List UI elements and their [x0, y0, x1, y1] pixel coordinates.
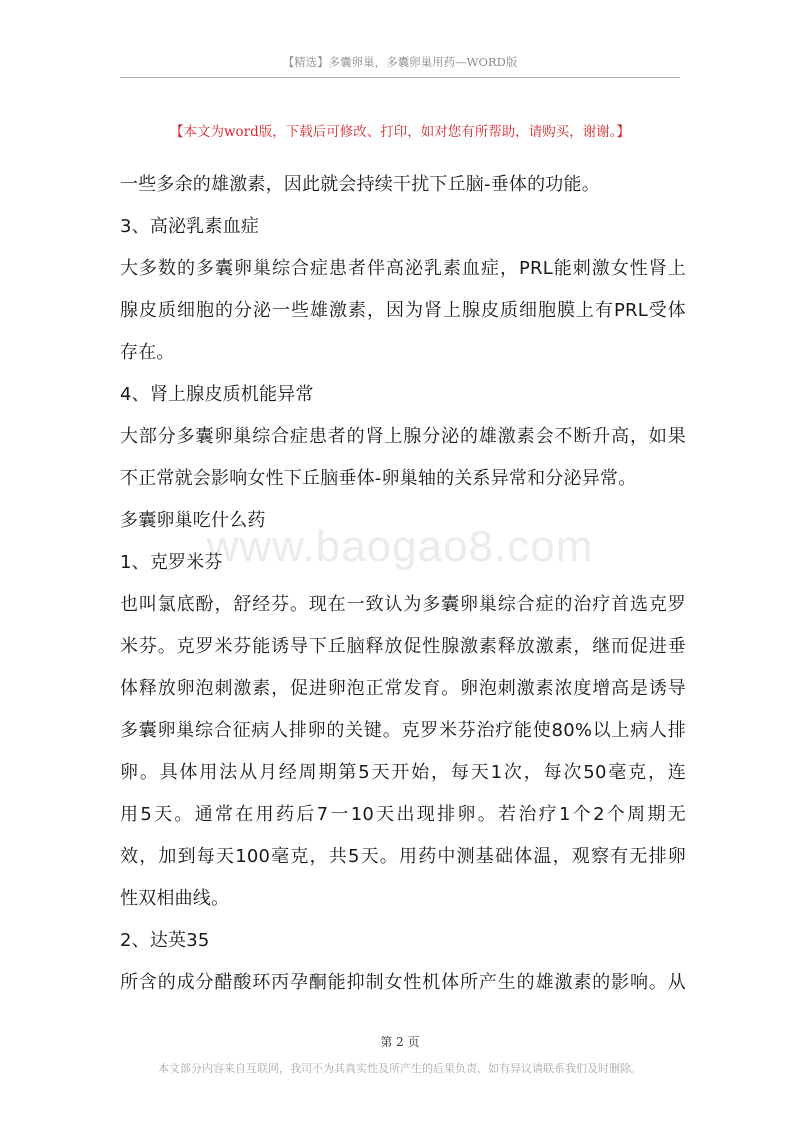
- section-heading: 4、肾上腺皮质机能异常: [120, 384, 314, 405]
- page-header: 【精选】多囊卵巢，多囊卵巢用药—WORD版: [282, 55, 518, 69]
- section-heading: 1、克罗米芬: [120, 552, 223, 573]
- body-line: 米芬。克罗米芬能诱导下丘脑释放促性腺激素释放激素，继而促进垂: [120, 636, 686, 657]
- section-heading: 多囊卵巢吃什么药: [120, 510, 266, 531]
- body-line: 一些多余的雄激素，因此就会持续干扰下丘脑-垂体的功能。: [120, 174, 600, 195]
- body-line: 用5天。通常在用药后7一10天出现排卵。若治疗1个2个周期无: [120, 804, 686, 825]
- page-number: 第 2 页: [380, 1035, 420, 1049]
- body-line: 大多数的多囊卵巢综合症患者伴高泌乳素血症，PRL能刺激女性肾上: [120, 258, 686, 279]
- download-notice: 【本文为word版，下载后可修改、打印，如对您有所帮助，请购买，谢谢。】: [169, 124, 631, 140]
- body-line: 腺皮质细胞的分泌一些雄激素，因为肾上腺皮质细胞膜上有PRL受体: [120, 300, 686, 321]
- body-line: 效，加到每天100毫克，共5天。用药中测基础体温，观察有无排卵: [120, 846, 686, 867]
- section-heading: 3、高泌乳素血症: [120, 216, 260, 237]
- body-line: 大部分多囊卵巢综合症患者的肾上腺分泌的雄激素会不断升高，如果: [120, 426, 686, 447]
- body-line: 性双相曲线。: [120, 888, 230, 909]
- body-line: 所含的成分醋酸环丙孕酮能抑制女性机体所产生的雄激素的影响。从: [120, 972, 686, 993]
- document-body: [120, 164, 686, 1004]
- watermark: www.baogao8.com: [206, 522, 594, 571]
- body-line: 存在。: [120, 342, 175, 363]
- footer-disclaimer: 本文部分内容来自互联网，我司不为其真实性及所产生的后果负责，如有异议请联系我们及时删除。: [158, 1062, 642, 1075]
- header-divider: [120, 77, 680, 78]
- body-line: 体释放卵泡刺激素，促进卵泡正常发育。卵泡刺激素浓度增高是诱导: [120, 678, 686, 699]
- section-heading: 2、达英35: [120, 930, 210, 951]
- body-line: 也叫氯底酚，舒经芬。现在一致认为多囊卵巢综合症的治疗首选克罗: [120, 594, 686, 615]
- body-line: 卵。具体用法从月经周期第5天开始，每天1次，每次50毫克，连: [120, 762, 686, 783]
- body-line: 不正常就会影响女性下丘脑垂体-卵巢轴的关系异常和分泌异常。: [120, 468, 637, 489]
- body-line: 多囊卵巢综合征病人排卵的关键。克罗米芬治疗能使80%以上病人排: [120, 720, 686, 741]
